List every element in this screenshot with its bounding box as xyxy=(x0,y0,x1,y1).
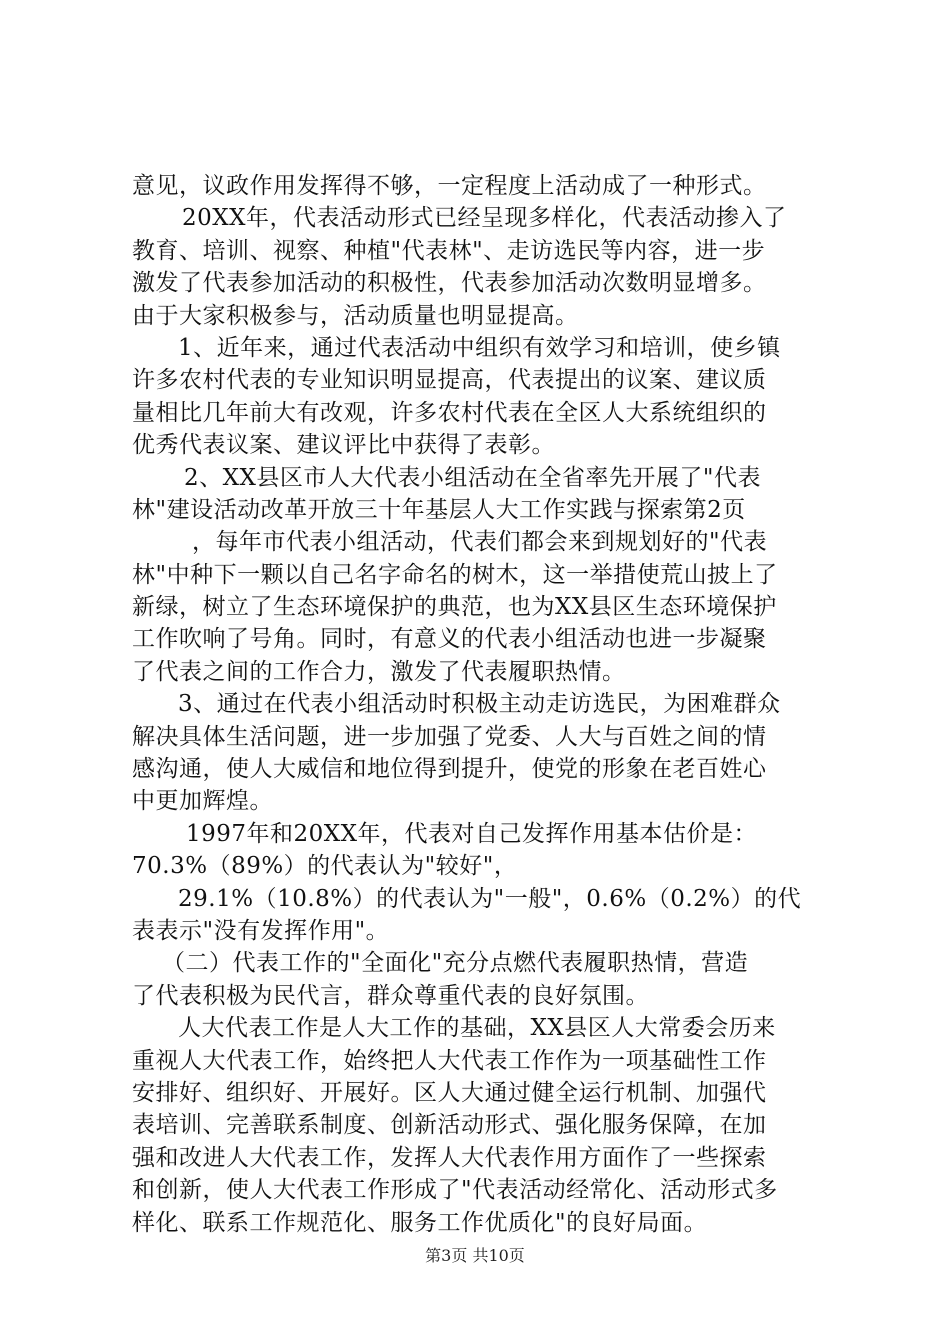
text-line: 林"中种下一颗以自己名字命名的树木，这一举措使荒山披上了 xyxy=(132,561,778,588)
text-line: （二）代表工作的"全面化"充分点燃代表履职热情，营造 xyxy=(162,950,749,977)
text-line: 2、XX县区市人大代表小组活动在全省率先开展了"代表 xyxy=(184,464,761,491)
text-line: 样化、联系工作规范化、服务工作优质化"的良好局面。 xyxy=(132,1209,708,1236)
text-line: 重视人大代表工作，始终把人大代表工作作为一项基础性工作 xyxy=(132,1047,767,1074)
text-line: 优秀代表议案、建议评比中获得了表彰。 xyxy=(132,432,555,459)
text-line: 了代表积极为民代言，群众尊重代表的良好氛围。 xyxy=(132,982,649,1009)
text-line: 新绿，树立了生态环境保护的典范，也为XX县区生态环境保护 xyxy=(132,594,777,621)
text-line: 了代表之间的工作合力，激发了代表履职热情。 xyxy=(132,658,626,685)
text-line: 安排好、组织好、开展好。区人大通过健全运行机制、加强代 xyxy=(132,1079,767,1106)
text-line: 人大代表工作是人大工作的基础，XX县区人大常委会历来 xyxy=(178,1015,776,1042)
text-line: 中更加辉煌。 xyxy=(132,788,273,815)
text-line: ，每年市代表小组活动，代表们都会来到规划好的"代表 xyxy=(192,529,768,556)
text-line: 林"建设活动改革开放三十年基层人大工作实践与探索第2页 xyxy=(132,496,746,523)
text-line: 教育、培训、视察、种植"代表林"、走访选民等内容，进一步 xyxy=(132,237,766,264)
text-line: 解决具体生活问题，进一步加强了党委、人大与百姓之间的情 xyxy=(132,723,767,750)
text-line: 表表示"没有发挥作用"。 xyxy=(132,917,390,944)
text-line: 由于大家积极参与，活动质量也明显提高。 xyxy=(132,302,579,329)
page-footer: 第3页 共10页 xyxy=(425,1246,525,1265)
text-line: 表培训、完善联系制度、创新活动形式、强化服务保障，在加 xyxy=(132,1112,767,1139)
text-line: 1、近年来，通过代表活动中组织有效学习和培训，使乡镇 xyxy=(178,334,781,361)
text-line: 1997年和20XX年，代表对自己发挥作用基本估价是： xyxy=(186,820,758,847)
text-line: 感沟通，使人大威信和地位得到提升，使党的形象在老百姓心 xyxy=(132,756,767,783)
text-line: 许多农村代表的专业知识明显提高，代表提出的议案、建议质 xyxy=(132,367,767,394)
text-line: 29.1%（10.8%）的代表认为"一般"，0.6%（0.2%）的代 xyxy=(178,885,802,912)
text-line: 强和改进人大代表工作，发挥人大代表作用方面作了一些探索 xyxy=(132,1144,767,1171)
text-line: 工作吹响了号角。同时，有意义的代表小组活动也进一步凝聚 xyxy=(132,626,767,653)
document-body xyxy=(132,170,832,1239)
text-line: 20XX年，代表活动形式已经呈现多样化，代表活动掺入了 xyxy=(182,205,787,232)
text-line: 3、通过在代表小组活动时积极主动走访选民，为困难群众 xyxy=(178,691,781,718)
text-line: 和创新，使人大代表工作形成了"代表活动经常化、活动形式多 xyxy=(132,1177,778,1204)
text-line: 70.3%（89%）的代表认为"较好"， xyxy=(132,853,518,880)
text-line: 量相比几年前大有改观，许多农村代表在全区人大系统组织的 xyxy=(132,399,767,426)
text-line: 激发了代表参加活动的积极性，代表参加活动次数明显增多。 xyxy=(132,270,767,297)
text-line: 意见，议政作用发挥得不够，一定程度上活动成了一种形式。 xyxy=(132,173,767,199)
